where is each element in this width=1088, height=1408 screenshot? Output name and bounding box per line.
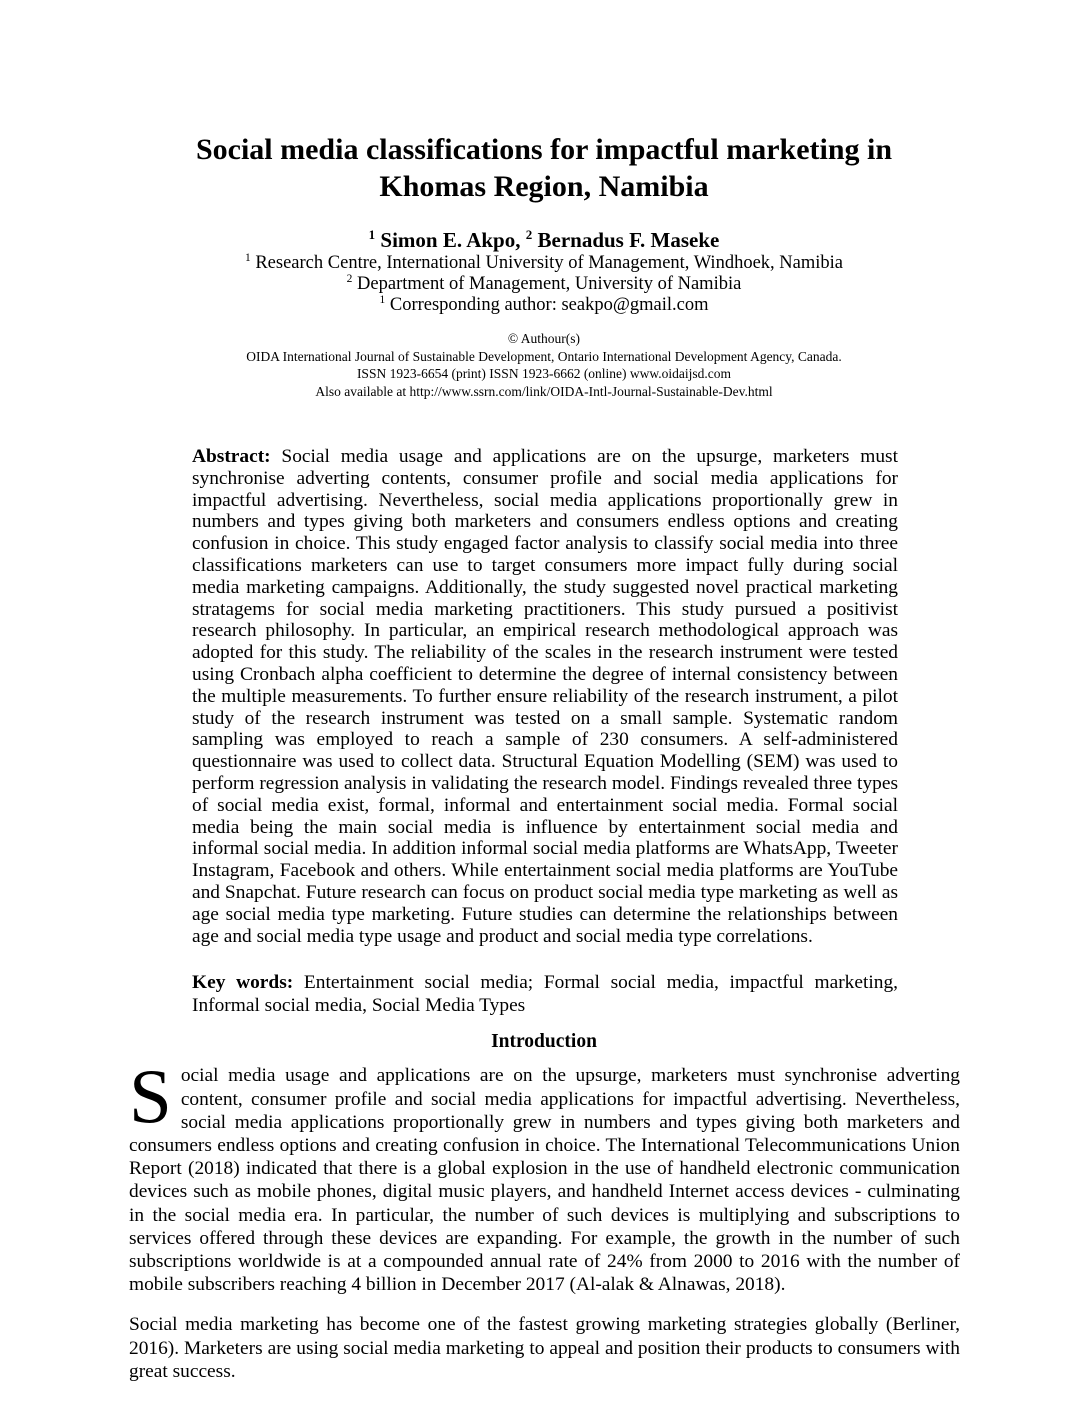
corresponding-author-text: Corresponding author: seakpo@gmail.com <box>385 295 709 315</box>
author-name <box>369 228 526 252</box>
introduction-paragraph-1 <box>129 1053 960 1296</box>
abstract-label: Abstract: <box>192 446 271 467</box>
issn-line: ISSN 1923-6654 (print) ISSN 1923-6662 (online) www.oidaijsd.com <box>356 366 732 381</box>
affiliation-text: Department of Management, University of Namibia <box>352 274 742 294</box>
author-superscript: 2 <box>525 227 533 242</box>
affiliation-line <box>0 253 1088 274</box>
abstract <box>192 446 898 947</box>
keywords-text: Entertainment social media; Formal social media, impactful marketing, Informal social media, Social Media Types <box>192 972 898 1017</box>
affiliation-superscript: 2 <box>346 272 353 285</box>
availability-line: Also available at http://www.ssrn.com/link/OIDA-Intl-Journal-Sustainable-Dev.html <box>315 383 773 399</box>
authors-block <box>0 227 1088 316</box>
author-name <box>526 228 720 252</box>
affiliation-text: Research Centre, International University of Management, Windhoek, Namibia <box>250 253 843 273</box>
dropcap-letter: S <box>129 1053 172 1140</box>
affiliation-superscript: 1 <box>244 251 251 264</box>
journal-name-line: OIDA International Journal of Sustainable Development, Ontario International Development Agency, Canada. <box>246 348 842 364</box>
introduction-paragraph-2: Social media marketing has become one of the fastest growing marketing strategies globally (Berliner, 2016). Marketers are using social media marketing to appeal and position their products to consumers with great success. <box>129 1314 960 1382</box>
title-line-1: Social media classifications for impactful marketing in <box>195 133 893 166</box>
title-line-2: Khomas Region, Namibia <box>379 170 709 203</box>
author-name-text: Simon E. Akpo, <box>375 228 526 252</box>
corresponding-author-line <box>0 295 1088 316</box>
introduction-paragraph-1-text: ocial media usage and applications are on the upsurge, marketers must synchronise adverting content, consumer profile and social media applications for impactful advertising. Nevertheless, social media applications proportionally grew in numbers and types giving both marketers and consumers endless options and creating confusion in choice. The International Telecommunications Union Report (2018) indicated that there is a global explosion in the use of handheld electronic communication devices such as mobile phones, digital music players, and handheld Internet access devices - culminating in the social media era. In particular, the number of such devices is multiplying and subscriptions to services offered through these devices are expanding. For example, the growth in the number of such subscriptions worldwide is at a compounded annual rate of 24% from 2000 to 2016 with the number of mobile subscribers reaching 4 billion in December 2017 (Al-alak & Alnawas, 2018). <box>129 1065 960 1296</box>
page-title <box>0 0 1088 205</box>
author-superscript: 1 <box>368 227 376 242</box>
affiliation-superscript: 1 <box>379 293 386 306</box>
keywords <box>192 971 898 1017</box>
author-names <box>0 227 1088 253</box>
introduction-heading: Introduction <box>491 1031 597 1053</box>
abstract-text: Social media usage and applications are on the upsurge, marketers must synchronise adverting contents, consumer profile and social media applications for impactful advertising. Nevertheless, social media applications proportionally grew in numbers and types giving both marketers and consumers endless options and creating confusion in choice. This study engaged factor analysis to classify social media into three classifications marketers can use to target consumers more impact fully during social media marketing campaigns. Additionally, the study suggested novel practical marketing stratagems for social media marketing practitioners. This study pursued a positivist research philosophy. In particular, an empirical research methodological approach was adopted for this study. The reliability of the scales in the research instrument were tested using Cronbach alpha coefficient to determine the degree of internal consistency between the multiple measurements. To further ensure reliability of the research instrument, a pilot study of the research instrument was tested on a small sample. Systematic random sampling was employed to reach a sample of 230 consumers. A self-administered questionnaire was used to collect data. Structural Equation Modelling (SEM) was used to perform regression analysis in validating the research model. Findings revealed three types of social media exist, formal, informal and entertainment social media. Formal social media being the main social media is influence by entertainment social media and informal social media. In addition informal social media platforms are WhatsApp, Tweeter Instagram, Facebook and others. While entertainment social media platforms are YouTube and Snapchat. Future research can focus on product social media type marketing as well as age social media type marketing. Future studies can determine the relationships between age and social media type usage and product and social media type correlations. <box>192 446 898 947</box>
journal-imprint <box>0 330 1088 400</box>
affiliation-line <box>0 274 1088 295</box>
keywords-label: Key words: <box>192 972 294 994</box>
author-name-text: Bernadus F. Maseke <box>532 228 720 252</box>
copyright-line: © Authour(s) <box>507 331 581 346</box>
